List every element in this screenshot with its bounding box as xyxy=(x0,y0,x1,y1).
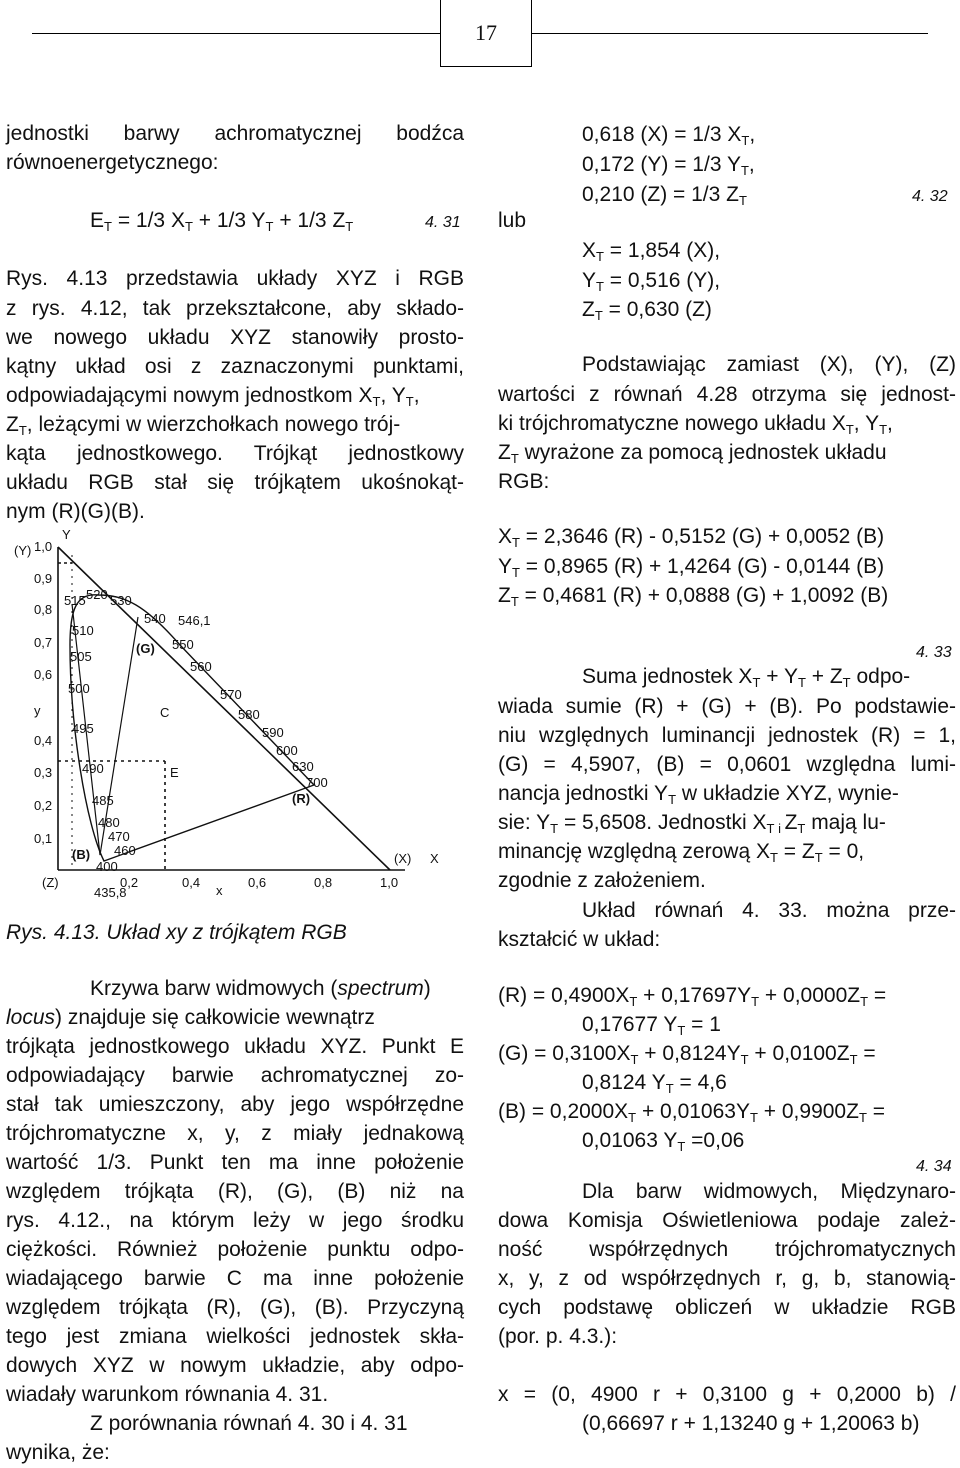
wavelength-label: 400 xyxy=(96,859,118,874)
eq-text: = xyxy=(868,984,887,1007)
eq-sub: T xyxy=(740,1052,749,1067)
eq-sub: T xyxy=(630,1052,639,1067)
wavelength-label: 550 xyxy=(172,637,194,652)
sub: T xyxy=(668,792,677,807)
eq-text: + 0,01063Y xyxy=(636,1100,750,1123)
eq-text: Y xyxy=(498,555,513,578)
tick-label: 0,2 xyxy=(34,798,53,813)
text-line: (por. p. 4.3.): xyxy=(498,1325,618,1348)
eq-line xyxy=(582,1010,721,1040)
eq-sub: T xyxy=(594,308,603,323)
text-part: ) znajduje się całkowicie wewnątrz xyxy=(55,1006,375,1029)
tick-label: 0,8 xyxy=(34,602,53,617)
sub: T xyxy=(752,675,761,690)
eq-text: = 2,3646 (R) - 0,5152 (G) + 0,0052 (B) xyxy=(519,525,885,548)
eq-text: 0,17677 Y xyxy=(582,1013,678,1036)
text-line: rys. 4.12., na którym leży w jego środku xyxy=(6,1209,464,1232)
text-line: układu RGB stał się trójkątem ukośnokąt- xyxy=(6,471,464,494)
page-number-text: 17 xyxy=(475,20,497,46)
tick-label: 0,1 xyxy=(34,831,53,846)
eq-text: (G) = 0,3100X xyxy=(498,1042,631,1065)
eq-sub: T xyxy=(677,1023,686,1038)
eq-text: = 1,854 (X), xyxy=(603,239,721,262)
axis-label-Z: (Z) xyxy=(42,875,59,890)
text-line: ciężkości. Również położenie punktu odpo- xyxy=(6,1238,464,1261)
text-line: Rys. 4.13 przedstawia układy XYZ i RGB xyxy=(6,267,464,290)
sub: T xyxy=(18,423,27,438)
text-line xyxy=(6,410,464,440)
eq-text: E xyxy=(90,209,105,232)
tick-label: 0,6 xyxy=(248,875,267,890)
text-line: równoenergetycznego: xyxy=(6,151,219,174)
text-line: dowych XYZ w nowym układzie, aby odpo- xyxy=(6,1354,464,1377)
eq-sub: T xyxy=(665,1081,674,1096)
text-line: wartość 1/3. Punkt ten ma inne położenie xyxy=(6,1151,464,1174)
eq-text: + 0,0000Z xyxy=(759,984,861,1007)
eq-text: Z xyxy=(498,584,511,607)
text-line: względem trójkąta (R), (G), (B) niż na xyxy=(6,1180,464,1203)
text-line: trójkąta jednostkowego układu XYZ. Punkt E xyxy=(6,1035,464,1058)
text-part: odpowiadającymi nowym jednostkom X xyxy=(6,384,373,407)
sub: T xyxy=(842,675,851,690)
wavelength-label: 495 xyxy=(72,721,94,736)
eq-line xyxy=(498,981,886,1011)
eq-line xyxy=(582,180,747,210)
eq-sub: T xyxy=(512,535,520,550)
text-line: niu względnych luminancji jednostek (R) = 1, xyxy=(498,724,956,747)
eq-line xyxy=(498,1097,885,1127)
eq-text: =0,06 xyxy=(685,1129,745,1152)
text-line xyxy=(6,1003,464,1033)
text-line: zgodnie z założeniem. xyxy=(498,869,706,892)
text-line xyxy=(498,409,956,439)
eq-text: = 1 xyxy=(685,1013,721,1036)
axis-label-Y: Y xyxy=(62,527,71,542)
text-line: lub xyxy=(498,209,527,232)
text-line: z rys. 4.12, tak przekształcone, aby składo- xyxy=(6,297,464,320)
wavelength-label: 630 xyxy=(292,759,314,774)
wavelength-label: 505 xyxy=(70,649,92,664)
eq-text: 0,8124 Y xyxy=(582,1071,666,1094)
sub: T xyxy=(814,850,823,865)
tick-label: 1,0 xyxy=(34,539,53,554)
eq-text: = 1/3 X xyxy=(117,209,185,232)
equation-4-31 xyxy=(90,206,353,236)
text-part: , xyxy=(413,384,420,407)
text-line: wartości z równań 4.28 otrzyma się jednost- xyxy=(498,383,956,406)
sub: T xyxy=(405,394,414,409)
text-part: = 0, xyxy=(822,840,865,863)
sub: T xyxy=(845,422,854,437)
eq-sub: T xyxy=(677,1139,686,1154)
wavelength-label: 500 xyxy=(68,681,90,696)
eq-text: Y xyxy=(582,269,597,292)
eq-line xyxy=(582,120,755,150)
eq-sub: T xyxy=(860,994,869,1009)
wavelength-label: 435,8 xyxy=(94,885,127,900)
text-part: , Y xyxy=(380,384,406,407)
eq-sub: T xyxy=(596,279,604,294)
figure-4-13 xyxy=(10,525,462,905)
text-part: mają lu- xyxy=(805,811,886,834)
eq-line: x = (0, 4900 r + 0,3100 g + 0,2000 b) / xyxy=(498,1383,956,1406)
sub: T xyxy=(797,675,806,690)
eq-line xyxy=(498,581,888,611)
wavelength-label: 485 xyxy=(92,793,114,808)
text-line xyxy=(498,837,864,867)
wavelength-label: 490 xyxy=(82,761,104,776)
wavelength-label: 570 xyxy=(220,687,242,702)
axis-label-Yp: (Y) xyxy=(14,543,32,558)
point-G: (G) xyxy=(136,641,155,656)
eq-text: (R) = 0,4900X xyxy=(498,984,630,1007)
text-line xyxy=(582,662,910,692)
eq-sub: T xyxy=(751,994,760,1009)
eq-text: , xyxy=(748,153,755,176)
text-part: , xyxy=(887,412,893,435)
text-part: = 5,6508. Jednostki X xyxy=(558,811,767,834)
eq-text: + 1/3 Z xyxy=(279,209,346,232)
text-line: wynika, że: xyxy=(6,1441,110,1464)
text-part: Z xyxy=(6,413,19,436)
eq-sub: T xyxy=(104,219,112,234)
eq-text: 0,172 (Y) = 1/3 Y xyxy=(582,153,741,176)
eq-line xyxy=(582,1068,727,1098)
eq-text: + 1/3 Y xyxy=(198,209,266,232)
text-part: Z xyxy=(784,811,798,834)
text-part: nancja jednostki Y xyxy=(498,782,669,805)
text-line: względem trójkąta (R), (G), (B). Przyczyną xyxy=(6,1296,464,1319)
wavelength-label: 520 xyxy=(86,587,108,602)
text-line: wiada sumie (R) + (G) + (B). Po podstawie- xyxy=(498,695,956,718)
eq-text: + 0,8124Y xyxy=(638,1042,741,1065)
text-line: RGB: xyxy=(498,470,550,493)
text-part: , leżącymi w wierzchołkach nowego trój- xyxy=(26,413,401,436)
eq-text: 0,618 (X) = 1/3 X xyxy=(582,123,742,146)
text-span xyxy=(6,381,420,411)
wavelength-label: 510 xyxy=(72,623,94,638)
text-line: Układ równań 4. 33. można prze- xyxy=(582,899,956,922)
sub: T xyxy=(372,394,381,409)
wavelength-label: 580 xyxy=(238,707,260,722)
text-line: jednostki barwy achromatycznej bodźca xyxy=(6,122,464,145)
text-part: , Y xyxy=(853,412,880,435)
text-part: + Z xyxy=(805,665,843,688)
text-line xyxy=(498,438,956,468)
text-line: Krzywa barw widmowych (spectrum) xyxy=(90,977,431,1000)
eq-text: = 0,4681 (R) + 0,0888 (G) + 1,0092 (B) xyxy=(518,584,889,607)
wavelength-label: 540 xyxy=(144,611,166,626)
sub: T xyxy=(769,850,778,865)
point-B: (B) xyxy=(72,847,91,862)
wavelength-label: 530 xyxy=(110,593,132,608)
text-part: wyrażone za pomocą jednostek układu xyxy=(518,441,887,464)
text-line: odpowiadający barwie achromatycznej zo- xyxy=(6,1064,464,1087)
text-line: dowa Komisja Oświetleniowa podaje zależ- xyxy=(498,1209,956,1232)
eq-text: = 0,8965 (R) + 1,4264 (G) - 0,0144 (B) xyxy=(519,555,885,578)
eq-sub: T xyxy=(741,133,750,148)
eq-text: = xyxy=(866,1100,885,1123)
text-part: ki trójchromatyczne nowego układu X xyxy=(498,412,846,435)
tick-label: 0,3 xyxy=(34,765,53,780)
eq-text: , xyxy=(749,123,756,146)
tick-label: 0,4 xyxy=(182,875,201,890)
eq-sub: T xyxy=(740,163,749,178)
eq-line xyxy=(582,1126,744,1156)
equation-number: 4. 34 xyxy=(916,1158,952,1175)
text-line: wiadającego barwie C ma inne położenie xyxy=(6,1267,464,1290)
eq-text: = 4,6 xyxy=(673,1071,727,1094)
text-line xyxy=(6,381,464,411)
wavelength-label: 590 xyxy=(262,725,284,740)
eq-sub: T xyxy=(739,193,747,208)
axis-label-X: X xyxy=(430,851,439,866)
wavelength-label: 515 xyxy=(64,593,86,608)
point-E: E xyxy=(170,765,179,780)
eq-sub: T xyxy=(849,1052,858,1067)
text-line: x, y, z od współrzędnych r, g, b, stanowią- xyxy=(498,1267,956,1290)
tick-label: 0,7 xyxy=(34,635,53,650)
wavelength-label: 600 xyxy=(276,743,298,758)
wavelength-label: 560 xyxy=(190,659,212,674)
tick-label: 0,2 xyxy=(120,875,139,890)
text-part: Suma jednostek X xyxy=(582,665,753,688)
point-C: C xyxy=(160,705,170,720)
tick-label: 0,8 xyxy=(314,875,333,890)
text-part: Z xyxy=(498,441,511,464)
eq-sub: T xyxy=(628,1110,637,1125)
wavelength-label: 460 xyxy=(114,843,136,858)
axis-label-y: y xyxy=(34,703,41,718)
text-line: trójchromatyczne x, y, z miały jednakową xyxy=(6,1122,464,1145)
axis-label-Xp: (X) xyxy=(394,851,412,866)
eq-text: 0,01063 Y xyxy=(582,1129,678,1152)
text-line xyxy=(498,808,886,838)
text-line: tego jest zmiana wielkości jednostek skła- xyxy=(6,1325,464,1348)
text-line: we nowego układu XYZ stanowiły prosto- xyxy=(6,326,464,349)
eq-text: = 0,516 (Y), xyxy=(603,269,721,292)
text-line: ność współrzędnych trójchromatycznych xyxy=(498,1238,956,1261)
eq-sub: T xyxy=(596,249,604,264)
text-line: kątny układ osi z zaznaczonymi punktami, xyxy=(6,355,464,378)
sub: i xyxy=(774,821,785,836)
eq-sub: T xyxy=(510,594,519,609)
figure-caption: Rys. 4.13. Układ xy z trójkątem RGB xyxy=(6,921,347,944)
text-line xyxy=(498,779,899,809)
eq-line xyxy=(498,1039,876,1069)
eq-line xyxy=(582,150,755,180)
sub: T xyxy=(797,821,806,836)
text-part: locus xyxy=(6,1006,56,1029)
eq-text: X xyxy=(582,239,597,262)
eq-sub: T xyxy=(512,565,520,580)
eq-text: + 0,0100Z xyxy=(748,1042,850,1065)
equation-number: 4. 31 xyxy=(425,214,461,231)
page-number xyxy=(440,0,532,67)
text-line: Podstawiając zamiast (X), (Y), (Z) xyxy=(582,353,956,376)
wavelength-label: 546,1 xyxy=(178,613,211,628)
sub: T xyxy=(879,422,888,437)
tick-label: 0,6 xyxy=(34,667,53,682)
eq-sub: T xyxy=(345,219,354,234)
point-R: (R) xyxy=(292,791,311,806)
eq-text: Z xyxy=(582,298,595,321)
text-part: Krzywa barw widmowych ( xyxy=(90,977,338,1000)
axis-label-x: x xyxy=(216,883,223,898)
text-line: wiadały warunkom równania 4. 31. xyxy=(6,1383,329,1406)
eq-sub: T xyxy=(749,1110,758,1125)
wavelength-label: 470 xyxy=(108,829,130,844)
sub: T xyxy=(766,821,775,836)
tick-label: 0,4 xyxy=(34,733,53,748)
wavelength-label: 480 xyxy=(98,815,120,830)
text-line: kształcić w układ: xyxy=(498,928,661,951)
eq-text: 0,210 (Z) = 1/3 Z xyxy=(582,183,739,206)
text-line: cych podstawę obliczeń w układzie RGB xyxy=(498,1296,956,1319)
tick-label: 1,0 xyxy=(380,875,399,890)
text-part: odpo- xyxy=(850,665,911,688)
sub: T xyxy=(510,451,519,466)
wavelength-label: 700 xyxy=(306,775,328,790)
tick-label: 0,9 xyxy=(34,571,53,586)
eq-sub: T xyxy=(629,994,638,1009)
text-line: kąta jednostkowego. Trójkąt jednostkowy xyxy=(6,442,464,465)
text-line: stał tak umieszczony, aby jego współrzędne xyxy=(6,1093,464,1116)
text-part: w układzie XYZ, wynie- xyxy=(676,782,899,805)
text-part: minancję względną zerową X xyxy=(498,840,770,863)
eq-line xyxy=(582,266,720,296)
equation-number: 4. 32 xyxy=(912,188,948,205)
eq-text: X xyxy=(498,525,513,548)
eq-sub: T xyxy=(858,1110,867,1125)
eq-sub: T xyxy=(265,219,274,234)
text-part: + Y xyxy=(760,665,798,688)
eq-text: = 0,630 (Z) xyxy=(602,298,712,321)
eq-line xyxy=(498,522,884,552)
sub: T xyxy=(550,821,559,836)
eq-text: + 0,9900Z xyxy=(757,1100,859,1123)
eq-line xyxy=(582,295,712,325)
eq-line xyxy=(498,552,884,582)
text-line: Z porównania równań 4. 30 i 4. 31 xyxy=(90,1412,408,1435)
text-line: nym (R)(G)(B). xyxy=(6,500,145,523)
equation-number: 4. 33 xyxy=(916,644,952,661)
text-line: Dla barw widmowych, Międzynaro- xyxy=(582,1180,956,1203)
text-part: = Z xyxy=(777,840,815,863)
eq-sub: T xyxy=(184,219,193,234)
text-line: (G) = 4,5907, (B) = 0,0601 względna lumi- xyxy=(498,753,956,776)
eq-text: (B) = 0,2000X xyxy=(498,1100,629,1123)
eq-line: (0,66697 r + 1,13240 g + 1,20063 b) xyxy=(582,1412,920,1435)
eq-text: + 0,17697Y xyxy=(637,984,752,1007)
text-part: spectrum xyxy=(337,977,424,1000)
text-part: sie: Y xyxy=(498,811,551,834)
eq-line xyxy=(582,236,720,266)
eq-text: = xyxy=(857,1042,876,1065)
